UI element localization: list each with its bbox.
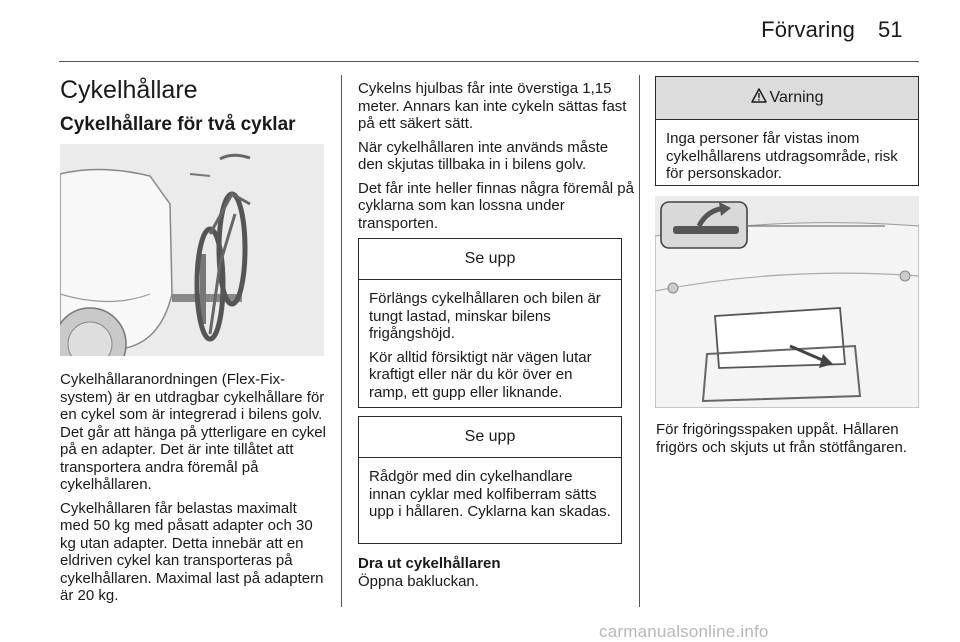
page-heading: Cykelhållare [60, 76, 198, 104]
paragraph: Förlängs cykelhållaren och bilen är tungt lastad, minskar bilens frigångshöjd. [369, 290, 601, 342]
warning-heading [656, 77, 918, 120]
caption: För frigöringsspaken uppåt. Hållaren frigörs och skjuts ut från stötfångaren. [656, 421, 907, 456]
left-body-text [60, 371, 328, 611]
page-number: 51 [878, 17, 903, 42]
caution-heading: Se upp [359, 417, 621, 458]
paragraph: Cykelhållaranordningen (Flex-Fix-system) är en utdragbar cykelhållare för en cykel som är integrerad i bilens golv. Det går att hänga på ytterligare en cykel på en adapter. Det är inte tillåtet att transportera andra föremål på cykelhållaren. [60, 371, 326, 493]
watermark: carmanualsonline.info [599, 622, 769, 641]
warning-box [655, 76, 919, 186]
bike-carrier-illustration [60, 144, 324, 356]
warning-heading-label: Varning [769, 89, 824, 106]
paragraph: Rådgör med din cykelhandlare innan cyklar med kolfiberram sätts upp i hållaren. Cyklarna kan skadas. [369, 468, 611, 520]
step-section [358, 555, 628, 596]
column-divider-left [341, 75, 342, 607]
paragraph: Kör alltid försiktigt när vägen lutar kraftigt eller när du kör över en ramp, ett gupp eller liknande. [369, 348, 592, 401]
step-text: Öppna bakluckan. [358, 572, 479, 590]
bike-carrier-drawing [60, 144, 324, 356]
caution-body [359, 458, 621, 521]
warning-triangle-icon [751, 88, 767, 108]
section-title: Förvaring [761, 17, 855, 42]
bumper-release-illustration [655, 196, 919, 408]
header-rule [59, 61, 919, 62]
caution-box [358, 416, 622, 544]
paragraph: Cykelhållaren får belastas maximalt med 50 kg med påsatt adapter och 30 kg utan adapter. Detta innebär att en eldriven cykel kan transporteras på cykelhållaren. Maximal last på adaptern är 20 kg. [60, 499, 324, 604]
column-divider-right [639, 75, 640, 607]
bumper-drawing [655, 196, 919, 408]
caution-body [359, 280, 621, 401]
paragraph: Det får inte heller finnas några föremål på cyklarna som kan lossna under transporten. [358, 179, 634, 232]
right-caption [656, 421, 924, 462]
sub-heading: Cykelhållare för två cyklar [60, 114, 296, 135]
caution-box [358, 238, 622, 408]
step-subheading: Dra ut cykelhållaren [358, 555, 501, 572]
paragraph: När cykelhållaren inte används måste den skjutas tillbaka in i bilens golv. [358, 138, 609, 173]
caution-heading: Se upp [359, 239, 621, 280]
middle-body-text [358, 80, 634, 238]
paragraph: Inga personer får vistas inom cykelhållarens utdragsområde, risk för personskador. [666, 130, 898, 182]
warning-body [656, 120, 918, 183]
paragraph: Cykelns hjulbas får inte överstiga 1,15 meter. Annars kan inte cykeln sättas fast på ett säkert sätt. [358, 80, 627, 132]
